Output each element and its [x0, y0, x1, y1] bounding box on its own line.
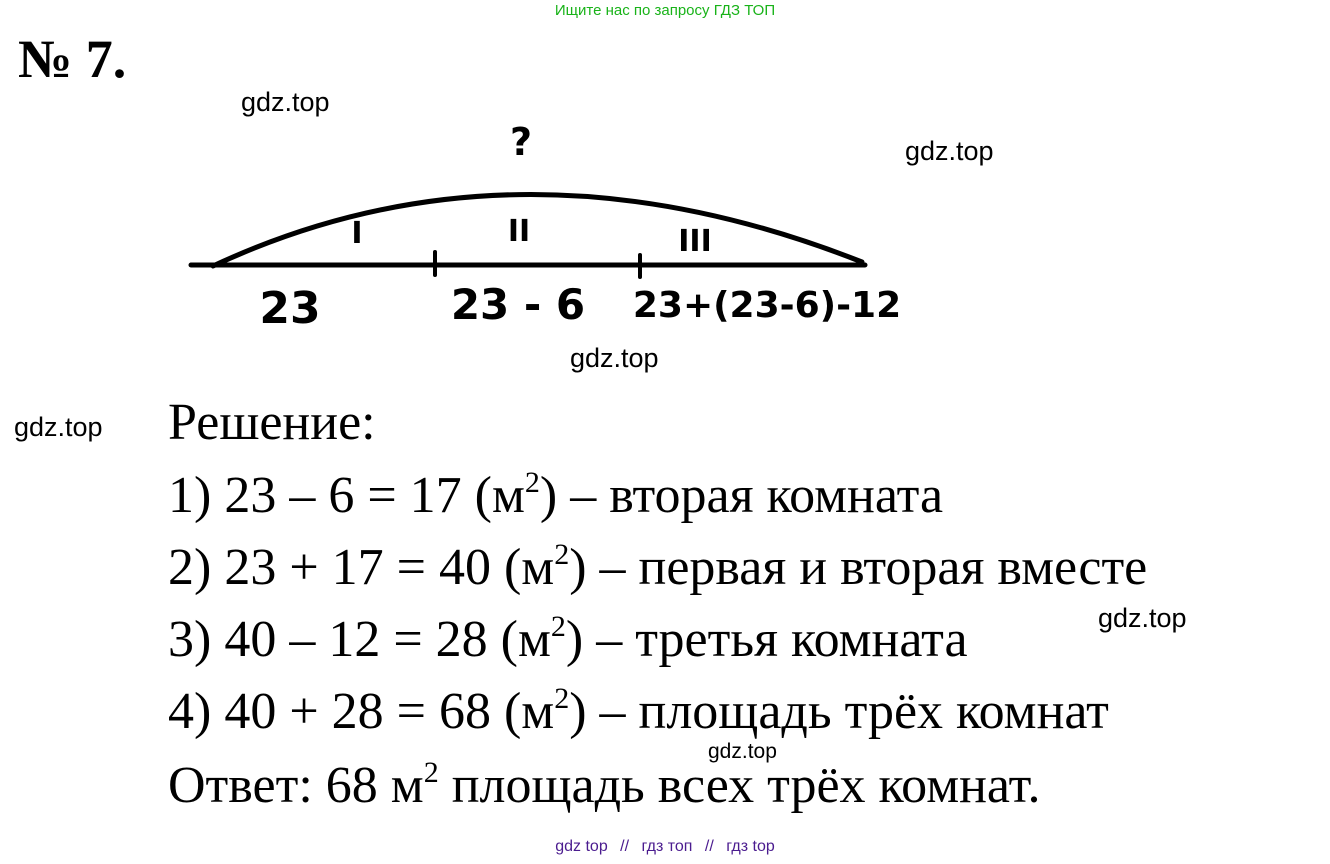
superscript: 2: [524, 466, 540, 499]
superscript: 2: [550, 610, 566, 643]
answer-head: Ответ: 68 м: [168, 757, 424, 814]
total-arc: [213, 194, 862, 266]
part-label-2: II: [507, 214, 531, 249]
solution-step: [168, 682, 1109, 742]
solution-heading: Решение:: [168, 394, 376, 451]
footer-link[interactable]: гдз top: [726, 838, 775, 855]
part-label-3: III: [678, 224, 712, 259]
step-expression: 4) 40 + 28 = 68 (м: [168, 683, 555, 740]
segment-label-3: 23+(23-6)-12: [632, 285, 902, 326]
question-mark: ?: [509, 120, 533, 164]
step-description: ) – площадь трёх комнат: [569, 683, 1109, 740]
step-expression: 1) 23 – 6 = 17 (м: [168, 467, 525, 524]
watermark: gdz.top: [708, 740, 777, 763]
footer-links: [0, 838, 1330, 856]
segment-label-1: 23: [259, 283, 321, 334]
top-banner: Ищите нас по запросу ГДЗ ТОП: [554, 2, 776, 19]
segment-diagram: [185, 105, 915, 340]
step-description: ) – третья комната: [565, 611, 968, 668]
solution-step: [168, 466, 943, 526]
step-description: ) – первая и вторая вместе: [569, 539, 1148, 596]
superscript: 2: [423, 756, 439, 789]
watermark: gdz.top: [570, 343, 659, 373]
step-description: ) – вторая комната: [539, 467, 944, 524]
segment-label-2: 23 - 6: [450, 280, 586, 329]
answer-tail: площадь всех трёх комнат.: [438, 757, 1041, 814]
watermark: gdz.top: [241, 87, 330, 117]
watermark: gdz.top: [1098, 603, 1187, 633]
answer-line: [168, 756, 1040, 816]
part-label-1: I: [351, 216, 363, 251]
step-expression: 2) 23 + 17 = 40 (м: [168, 539, 555, 596]
footer-separator: //: [620, 838, 630, 855]
watermark: gdz.top: [905, 136, 994, 166]
footer-link[interactable]: gdz top: [555, 838, 608, 855]
task-number: № 7.: [18, 29, 127, 89]
superscript: 2: [554, 538, 570, 571]
solution-step: [168, 538, 1147, 598]
superscript: 2: [554, 682, 570, 715]
footer-separator: //: [704, 838, 714, 855]
solution-step: [168, 610, 968, 670]
watermark: gdz.top: [14, 412, 103, 442]
footer-link[interactable]: гдз топ: [641, 838, 693, 855]
step-expression: 3) 40 – 12 = 28 (м: [168, 611, 551, 668]
